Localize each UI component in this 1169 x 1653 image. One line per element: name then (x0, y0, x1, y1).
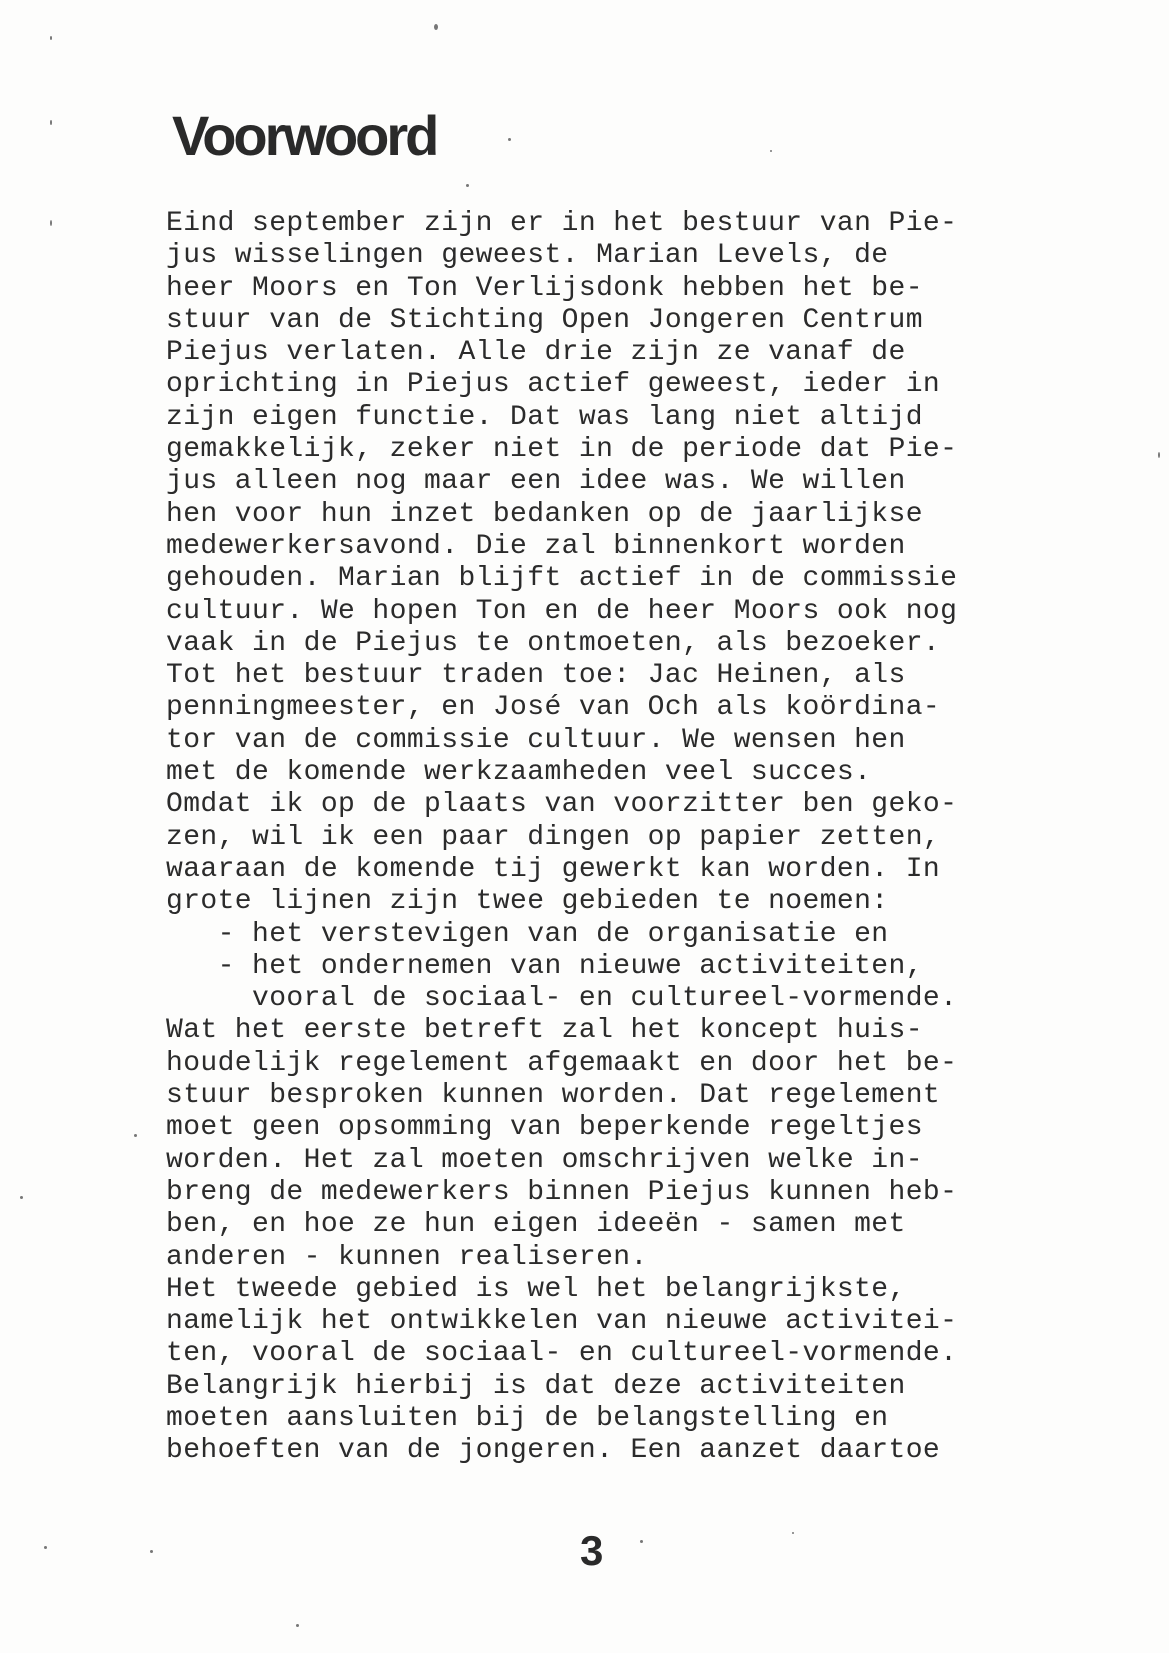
scan-speck (50, 120, 52, 125)
text-line: moet geen opsomming van beperkende regeltjes (166, 1112, 923, 1144)
text-line: medewerkersavond. Die zal binnenkort worden (166, 530, 906, 562)
scan-speck (792, 1532, 794, 1534)
text-line: behoeften van de jongeren. Een aanzet daartoe (166, 1435, 941, 1467)
scan-speck (296, 1624, 299, 1627)
text-line: Piejus verlaten. Alle drie zijn ze vanaf de (166, 337, 906, 369)
text-line: Eind september zijn er in het bestuur van Pie- (166, 208, 958, 239)
scan-speck (434, 24, 438, 30)
text-line: Belangrijk hierbij is dat deze activiteiten (166, 1370, 906, 1402)
text-line: anderen - kunnen realiseren. (166, 1241, 648, 1273)
scan-speck (1158, 452, 1160, 458)
text-line: tor van de commissie cultuur. We wensen hen (166, 724, 906, 756)
text-line: Wat het eerste betreft zal het koncept huis- (166, 1015, 923, 1047)
text-line: hen voor hun inzet bedanken op de jaarlijkse (166, 498, 923, 530)
list-item: - het ondernemen van nieuwe activiteiten, (166, 950, 923, 982)
scan-speck (134, 1134, 137, 1137)
text-line: worden. Het zal moeten omschrijven welke in- (166, 1144, 923, 1176)
scan-speck (770, 150, 772, 152)
text-line: met de komende werkzaamheden veel succes. (166, 757, 872, 789)
text-line: stuur besproken kunnen worden. Dat regelement (166, 1080, 941, 1112)
text-line: zen, wil ik een paar dingen op papier zetten, (166, 821, 941, 853)
text-line: Omdat ik op de plaats van voorzitter ben geko- (166, 789, 958, 821)
text-line: moeten aansluiten bij de belangstelling en (166, 1402, 889, 1434)
text-line: breng de medewerkers binnen Piejus kunnen heb- (166, 1176, 958, 1208)
page-title: Voorwoord (172, 104, 437, 167)
text-line: ben, en hoe ze hun eigen ideeën - samen met (166, 1209, 906, 1241)
text-line: namelijk het ontwikkelen van nieuwe activitei- (166, 1306, 958, 1338)
text-line: gehouden. Marian blijft actief in de commissie (166, 563, 958, 595)
text-line: vaak in de Piejus te ontmoeten, als bezoeker. (166, 627, 941, 659)
scan-speck (508, 138, 511, 141)
scan-speck (640, 1540, 643, 1543)
text-line: houdelijk regelement afgemaakt en door het be- (166, 1047, 958, 1079)
scan-speck (44, 1546, 47, 1549)
scan-speck (20, 1196, 23, 1199)
text-line: gemakkelijk, zeker niet in de periode dat Pie- (166, 434, 958, 466)
text-line: oprichting in Piejus actief geweest, ieder in (166, 369, 941, 401)
text-line: ten, vooral de sociaal- en cultureel-vormende. (166, 1338, 958, 1370)
text-line: grote lijnen zijn twee gebieden te noemen: (166, 886, 889, 918)
scan-speck (466, 184, 469, 187)
text-line: jus alleen nog maar een idee was. We willen (166, 466, 906, 498)
text-line: Het tweede gebied is wel het belangrijkste, (166, 1273, 906, 1305)
text-line: heer Moors en Ton Verlijsdonk hebben het be- (166, 272, 923, 304)
page-number: 3 (580, 1527, 604, 1574)
text-line: jus wisselingen geweest. Marian Levels, de (166, 240, 889, 272)
text-line: Tot het bestuur traden toe: Jac Heinen, als (166, 660, 906, 692)
scan-speck (150, 1550, 153, 1553)
body-text (166, 208, 1126, 1468)
text-line: waaraan de komende tij gewerkt kan worden. In (166, 853, 941, 885)
scan-speck (50, 36, 52, 40)
list-item-continuation: vooral de sociaal- en cultureel-vormende. (166, 983, 958, 1015)
text-line: penningmeester, en José van Och als koördina- (166, 692, 941, 724)
text-line: cultuur. We hopen Ton en de heer Moors ook nog (166, 595, 958, 627)
text-line: stuur van de Stichting Open Jongeren Centrum (166, 304, 923, 336)
scan-speck (50, 220, 52, 226)
list-item: - het verstevigen van de organisatie en (166, 918, 889, 950)
text-line: zijn eigen functie. Dat was lang niet altijd (166, 401, 923, 433)
